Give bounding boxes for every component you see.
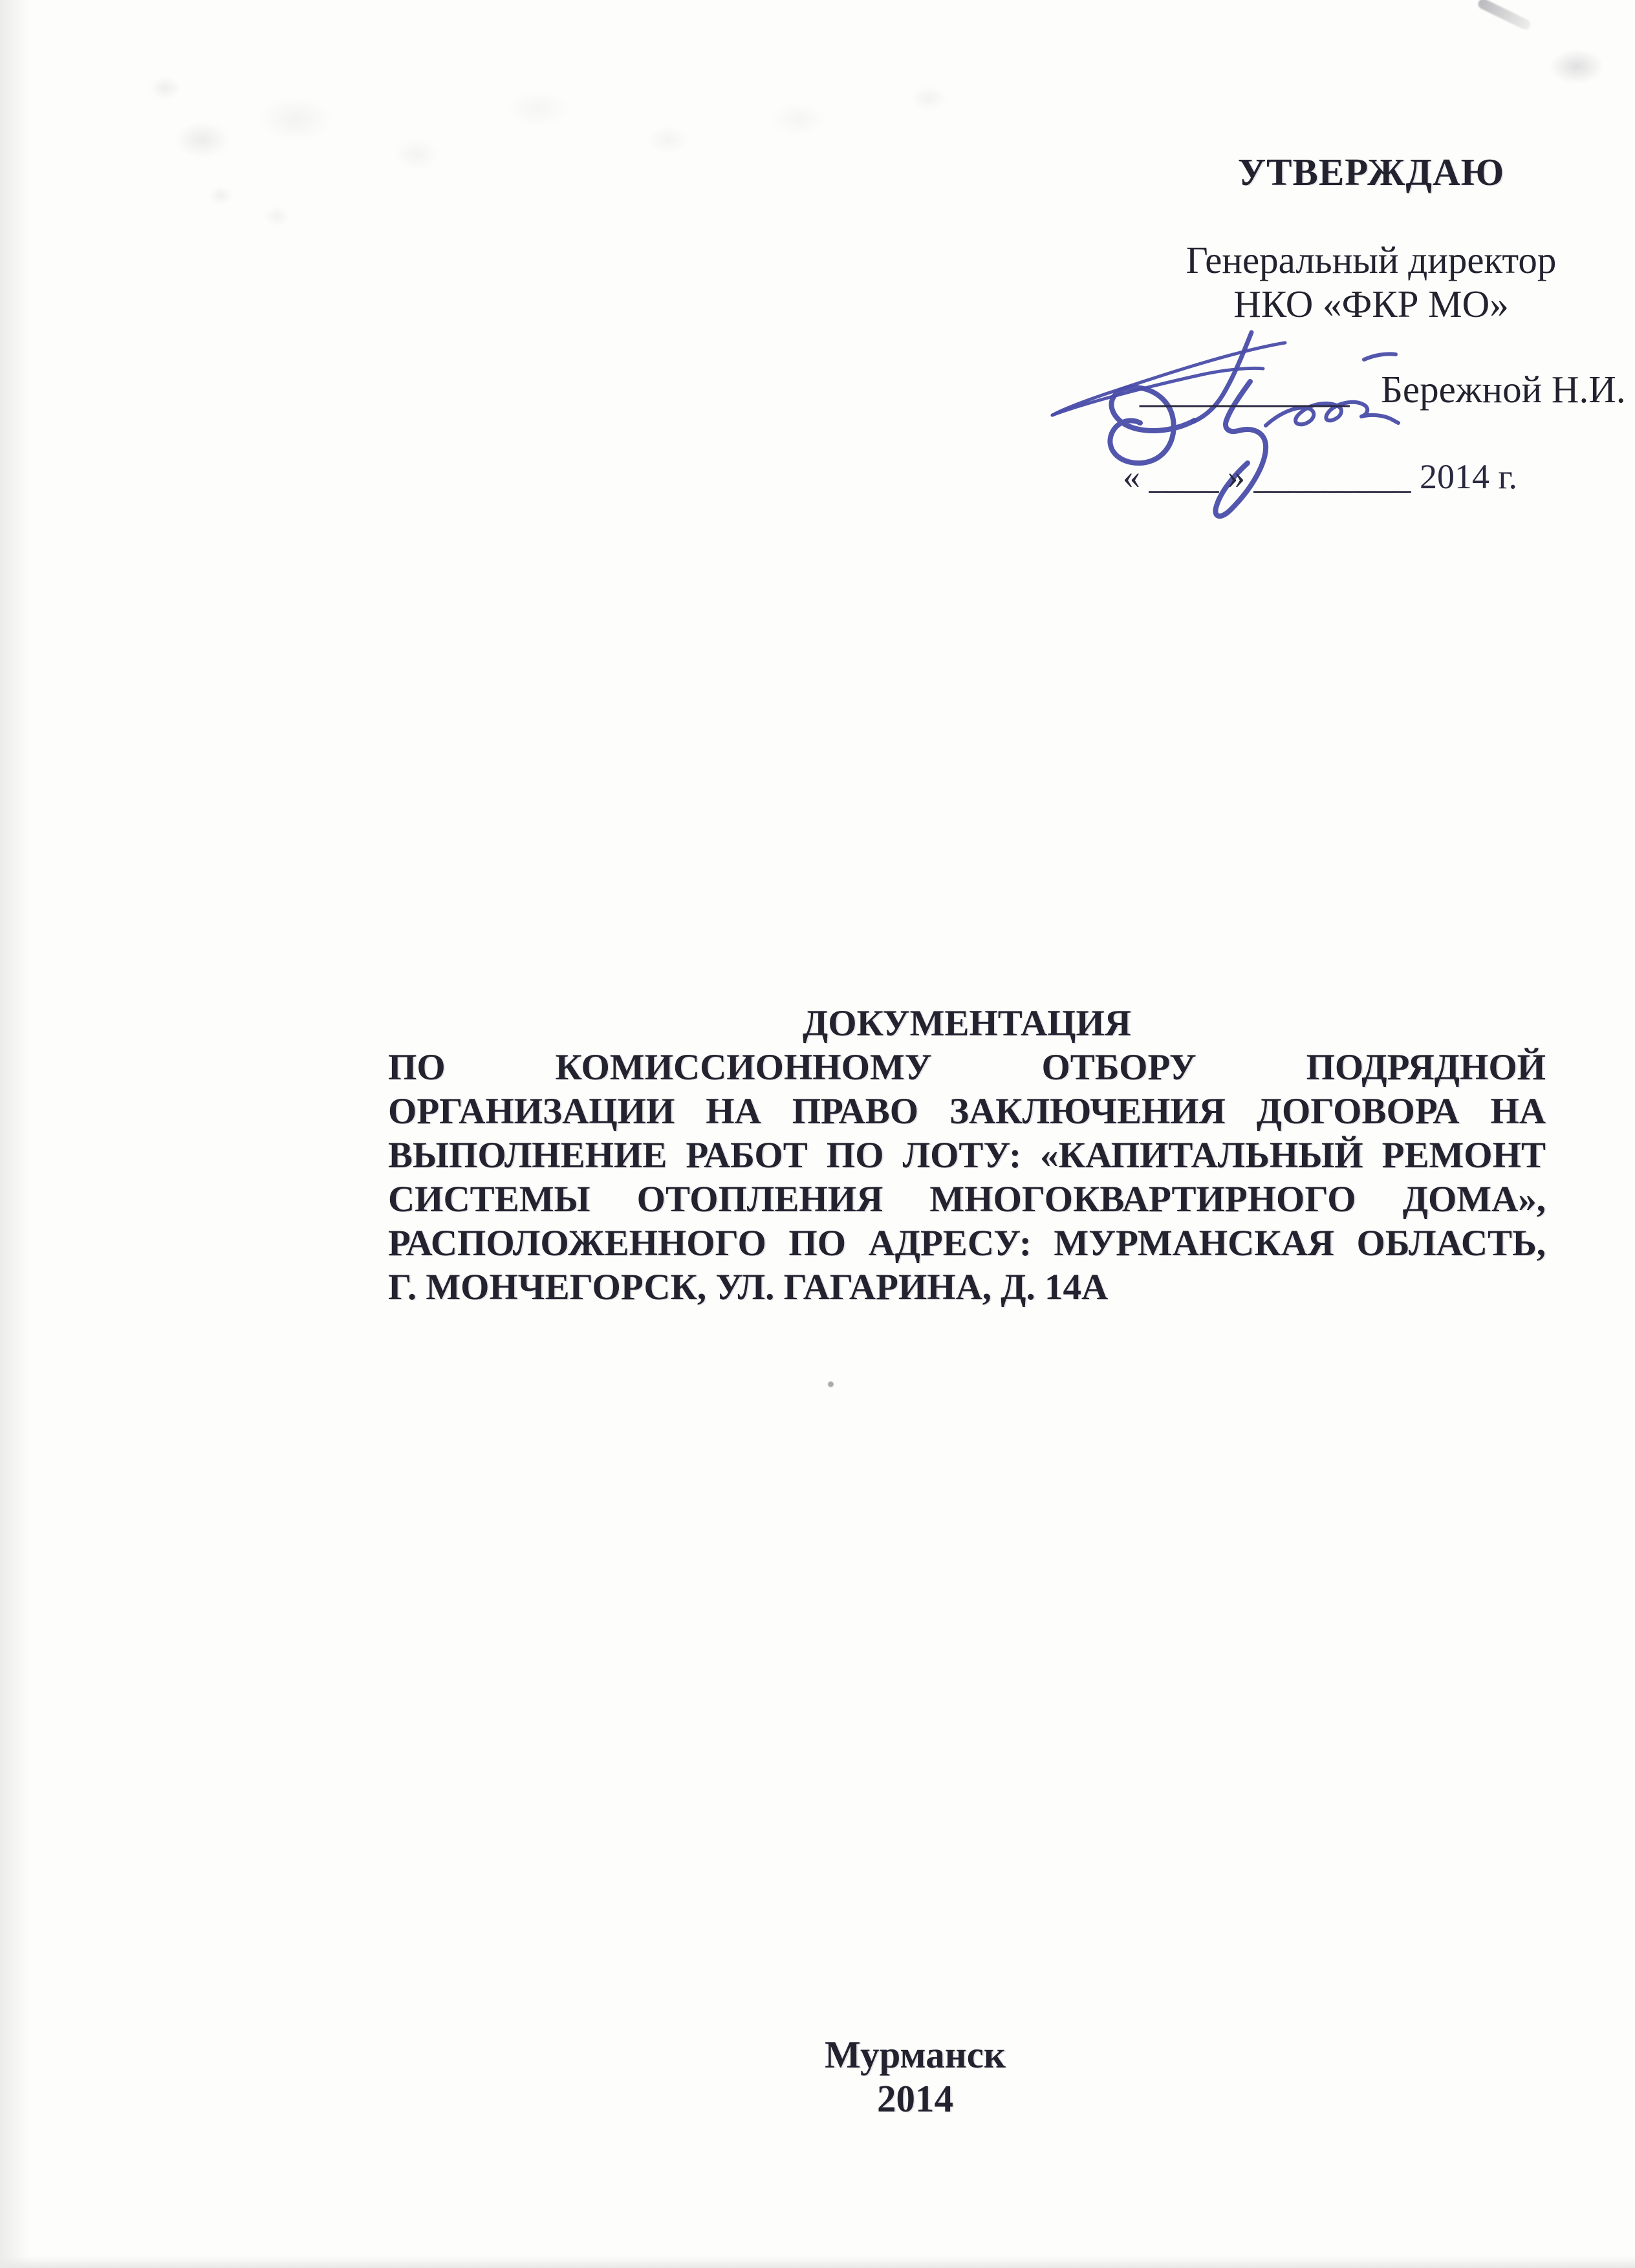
footer-year: 2014 [877,2077,953,2120]
scan-smudge-top-right [1477,0,1532,31]
scan-noise-top-left [91,26,1022,233]
footer-city: Мурманск [825,2033,1006,2076]
scan-edge-bottom [0,2256,1635,2268]
title-line-address: Г. МОНЧЕГОРСК, УЛ. ГАГАРИНА, Д. 14А [388,1267,1109,1308]
approval-date-line: « ____ » _________ 2014 г. [1123,457,1518,496]
title-line-documentation: ДОКУМЕНТАЦИЯ [803,1003,1131,1044]
title-line: РАСПОЛОЖЕННОГО ПО АДРЕСУ: МУРМАНСКАЯ ОБЛАСТЬ, [388,1223,1546,1264]
signatory-name: Бережной Н.И. [1381,368,1626,411]
director-title-line: Генеральный директор [1186,239,1557,281]
title-line: ОРГАНИЗАЦИИ НА ПРАВО ЗАКЛЮЧЕНИЯ ДОГОВОРА НА [388,1091,1546,1132]
signature-blank-line: ___________ [1140,368,1350,411]
document-title-block [388,1002,1546,1310]
scan-edge-left [0,0,30,2268]
title-line: ВЫПОЛНЕНИЕ РАБОТ ПО ЛОТУ: «КАПИТАЛЬНЫЙ РЕМОНТ [388,1135,1546,1176]
title-line: ПО КОМИССИОННОМУ ОТБОРУ ПОДРЯДНОЙ [388,1047,1546,1088]
title-line: СИСТЕМЫ ОТОПЛЕНИЯ МНОГОКВАРТИРНОГО ДОМА», [388,1179,1546,1220]
approval-heading: УТВЕРЖДАЮ [1237,151,1505,193]
organization-line: НКО «ФКР МО» [1233,283,1509,325]
scan-smudge-right [1550,49,1604,84]
scan-dot-artifact [828,1381,834,1387]
